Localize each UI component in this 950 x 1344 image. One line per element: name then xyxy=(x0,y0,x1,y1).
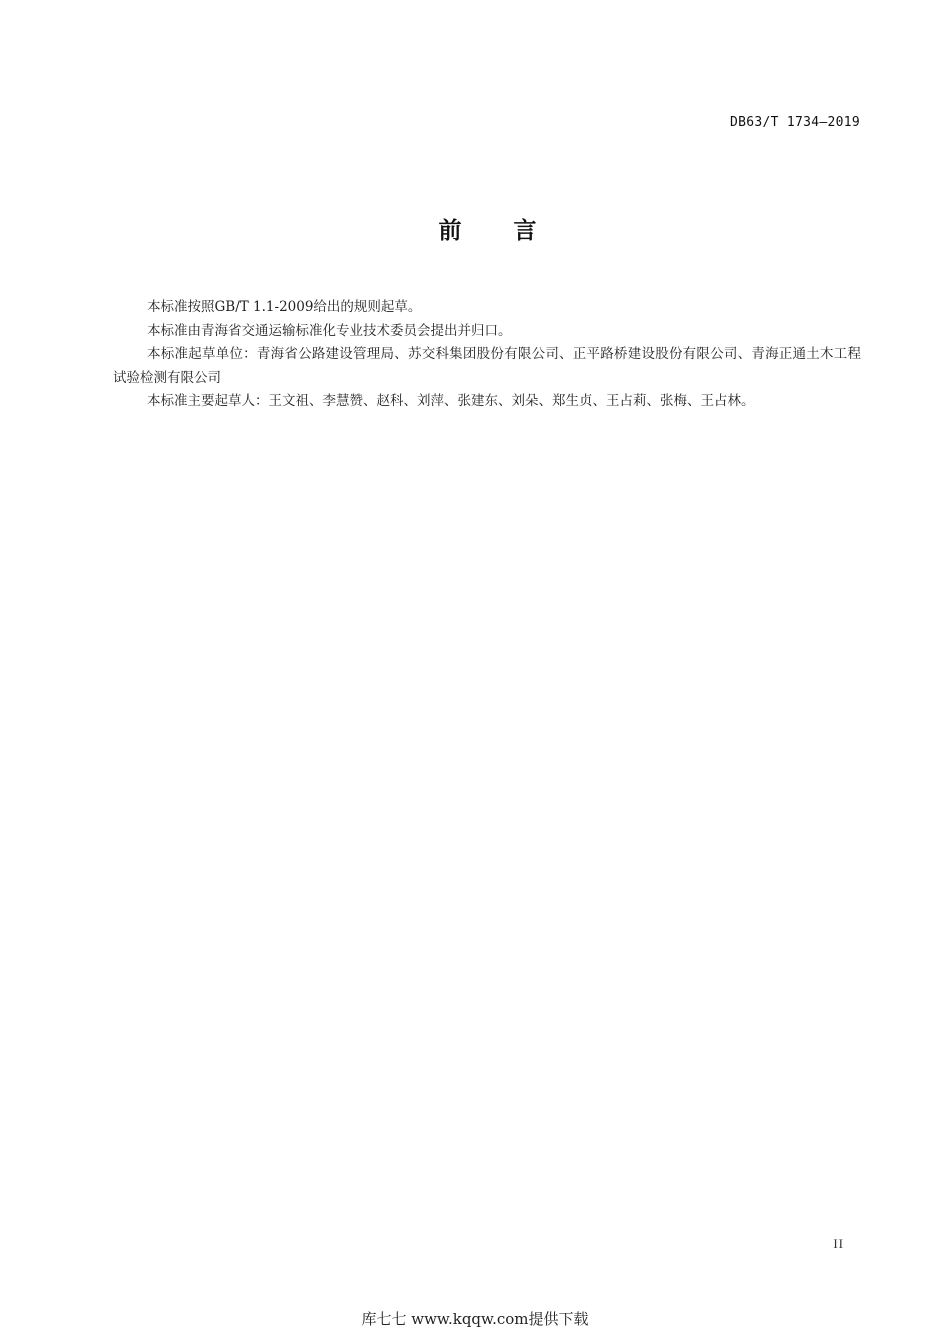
paragraph-proposer: 本标准由青海省交通运输标准化专业技术委员会提出并归口。 xyxy=(147,322,512,339)
paragraph-drafting-units: 本标准起草单位：青海省公路建设管理局、苏交科集团股份有限公司、正平路桥建设股份有限公司、青海正通土木工程试验检测有限公司 xyxy=(113,346,861,386)
paragraph-drafting-rules: 本标准按照GB/T 1.1-2009给出的规则起草。 xyxy=(147,299,422,315)
page-number: II xyxy=(833,1236,844,1251)
page-title xyxy=(0,212,950,245)
paragraph-drafters: 本标准主要起草人：王文祖、李慧赞、赵科、刘萍、张建东、刘朵、郑生贞、王占莉、张梅、王占林。 xyxy=(147,393,755,409)
foreword-body xyxy=(113,296,861,414)
document-code: DB63/T 1734—2019 xyxy=(729,115,860,130)
title-char-2: 言 xyxy=(513,218,537,244)
footer-watermark: 库七七 www.kqqw.com提供下载 xyxy=(361,1310,589,1328)
title-char-1: 前 xyxy=(438,218,462,244)
